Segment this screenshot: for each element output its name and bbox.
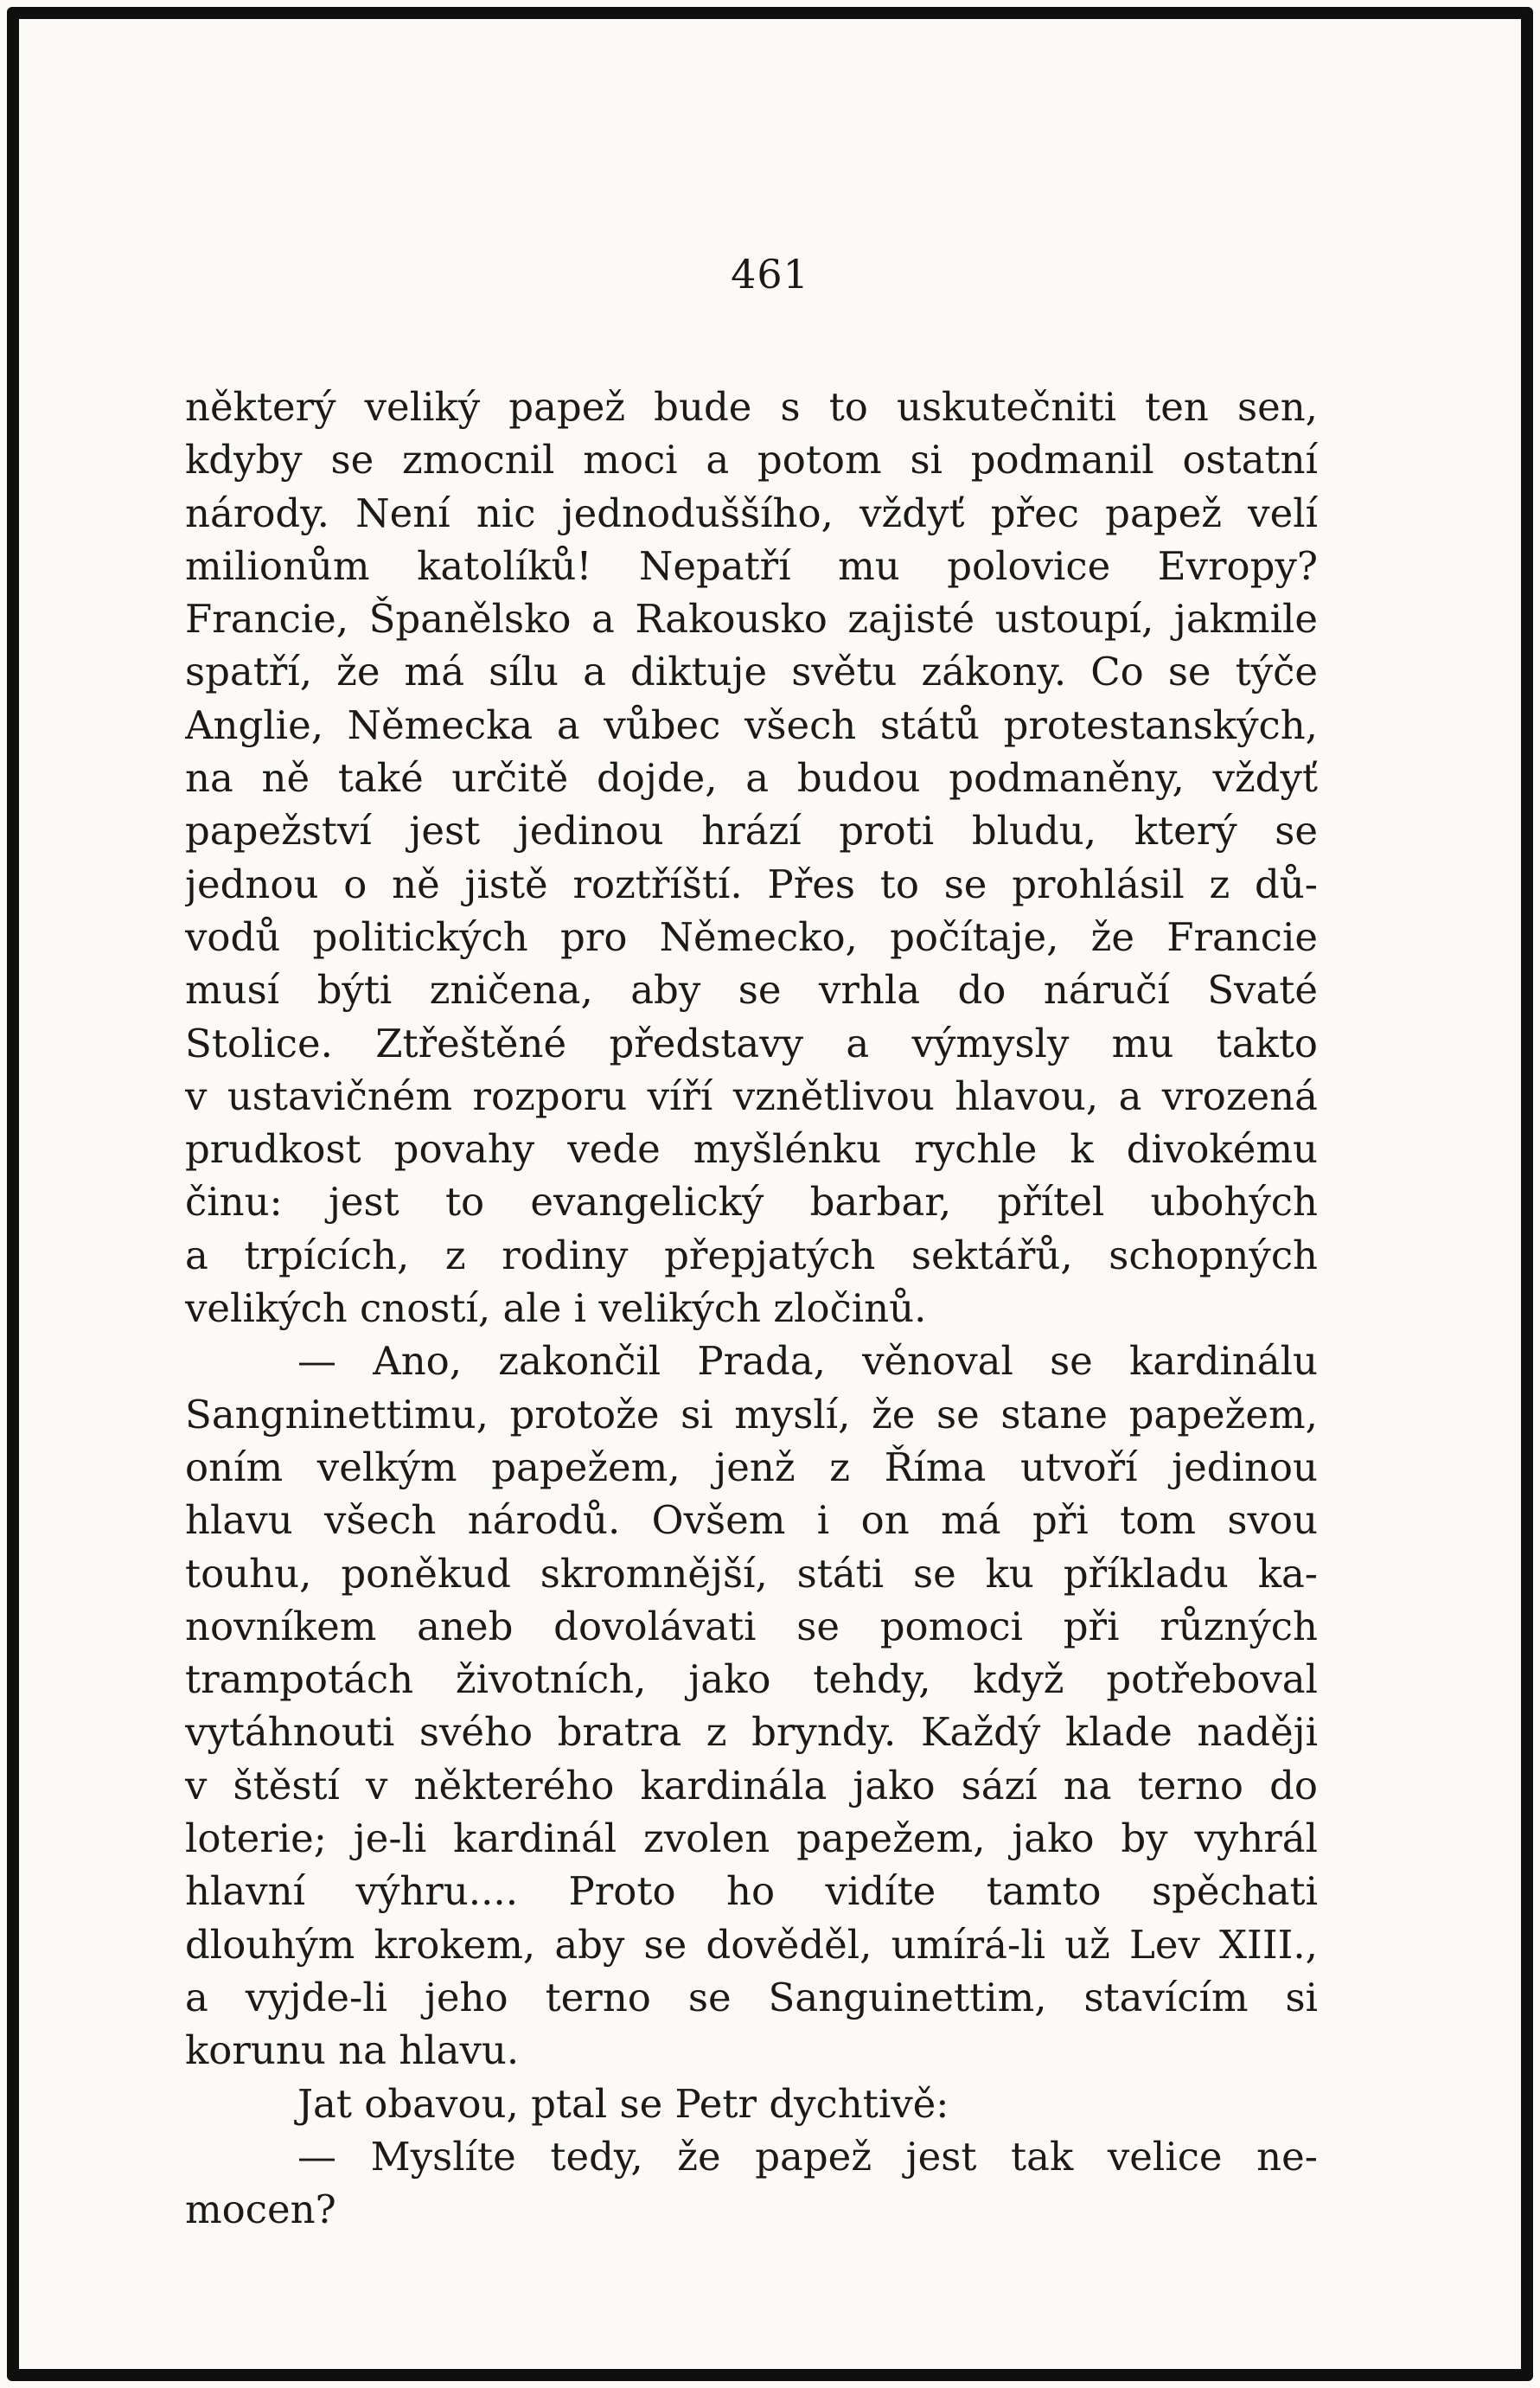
text-line: národy. Není nic jednoduššího, vždyť přec papež velí — [185, 490, 1318, 536]
text-line: některý veliký papež bude s to uskutečniti ten sen, — [185, 384, 1318, 430]
text-line: Francie, Španělsko a Rakousko zajisté ustoupí, jakmile — [185, 596, 1318, 643]
text-line: Sangninettimu, protože si myslí, že se stane papežem, — [185, 1391, 1318, 1437]
text-line: oním velkým papežem, jenž z Říma utvoří jedinou — [185, 1444, 1318, 1490]
text-line: hlavu všech národů. Ovšem i on má při tom svou — [185, 1497, 1318, 1544]
text-line: prudkost povahy vede myšlénku rychle k divokému — [185, 1126, 1318, 1173]
text-line: a trpících, z rodiny přepjatých sektářů, schopných — [185, 1232, 1318, 1278]
text-line: — Ano, zakončil Prada, věnoval se kardinálu — [297, 1338, 1318, 1385]
text-line: vodů politických pro Německo, počítaje, že Francie — [185, 913, 1318, 960]
text-line: kdyby se zmocnil moci a potom si podmanil ostatní — [185, 437, 1318, 483]
page-number: 461 — [731, 251, 809, 298]
text-line: Anglie, Německa a vůbec všech států protestanských, — [185, 701, 1318, 748]
body-text — [185, 381, 1318, 2236]
text-line: na ně také určitě dojde, a budou podmaněny, vždyť — [185, 755, 1318, 802]
text-line: mocen? — [185, 2186, 336, 2233]
text-line: Stolice. Ztřeštěné představy a výmysly mu takto — [185, 1020, 1318, 1066]
text-line: — Myslíte tedy, že papež jest tak velice ne- — [297, 2133, 1318, 2180]
text-line: velikých cností, ale i velikých zločinů. — [185, 1285, 927, 1332]
text-line: korunu na hlavu. — [185, 2027, 520, 2074]
text-line: trampotách životních, jako tehdy, když potřeboval — [185, 1656, 1318, 1703]
text-line: vytáhnouti svého bratra z bryndy. Každý klade naději — [185, 1709, 1318, 1756]
text-line: touhu, poněkud skromnější, státi se ku příkladu ka- — [185, 1550, 1318, 1597]
text-line: loterie; je-li kardinál zvolen papežem, jako by vyhrál — [185, 1815, 1318, 1862]
text-line: jednou o ně jistě roztříští. Přes to se prohlásil z dů- — [185, 861, 1318, 907]
text-line: musí býti zničena, aby se vrhla do náručí Svaté — [185, 967, 1318, 1014]
text-line: milionům katolíků! Nepatří mu polovice Evropy? — [185, 542, 1318, 589]
text-line: v ustavičném rozporu víří vznětlivou hlavou, a vrozená — [185, 1072, 1318, 1119]
text-line: papežství jest jedinou hrází proti bludu, který se — [185, 808, 1318, 855]
text-line: dlouhým krokem, aby se dověděl, umírá-li už Lev XIII., — [185, 1921, 1318, 1968]
text-line: činu: jest to evangelický barbar, přítel ubohých — [185, 1179, 1318, 1226]
text-line: spatří, že má sílu a diktuje světu zákony. Co se týče — [185, 649, 1318, 695]
text-line: hlavní výhru.... Proto ho vidíte tamto spěchati — [185, 1868, 1318, 1915]
text-line: Jat obavou, ptal se Petr dychtivě: — [297, 2080, 949, 2127]
text-line: a vyjde-li jeho terno se Sanguinettim, stavícím si — [185, 1974, 1318, 2020]
text-line: v štěstí v některého kardinála jako sází na terno do — [185, 1762, 1318, 1809]
text-line: novníkem aneb dovolávati se pomoci při různých — [185, 1603, 1318, 1649]
